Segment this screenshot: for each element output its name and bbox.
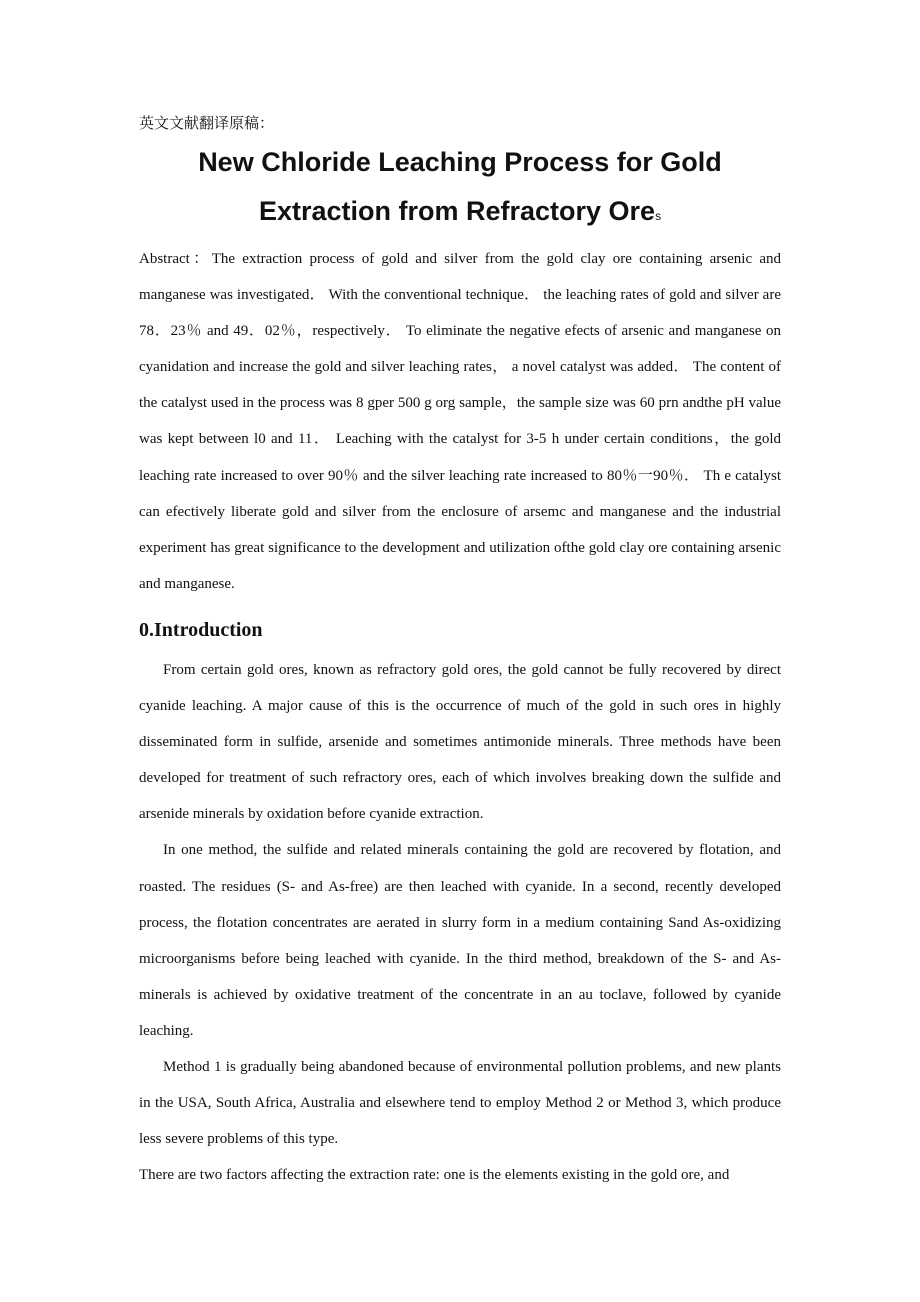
title-line-1: New Chloride Leaching Process for Gold	[198, 147, 722, 177]
section-heading-introduction: 0.Introduction	[139, 618, 263, 641]
intro-paragraph-4: There are two factors affecting the extraction rate: one is the elements existing in the gold ore, and	[139, 1167, 730, 1184]
preheader-label: 英文文献翻译原稿：	[139, 116, 275, 132]
abstract-paragraph: Abstract：The extraction process of gold and silver from the gold clay ore containing arsenic and manganese was investigated． With the conventional technique． the leaching rates of gold and silver are 78．23％ and 49．02％，respectively． To eliminate the negative efects of arsenic and manganese on cyanidation and increase the gold and silver leaching rates， a novel catalyst was added． The content of the catalyst used in the process was 8 gper 500 g org sample，the sample size was 60 prn andthe pH value was kept between l0 and 11． Leaching with the catalyst for 3-5 h under certain conditions，the gold leaching rate increased to over 90％ and the silver leaching rate increased to 80％一90％． Th e catalyst can efectively liberate gold and silver from the enclosure of arsemc and manganese and the industrial experiment has great significance to the development and utilization ofthe gold clay ore containing arsenic and manganese.	[139, 251, 781, 592]
title-line-2-suffix: s	[655, 209, 662, 223]
document-body	[139, 114, 781, 1193]
document-title	[139, 138, 781, 241]
intro-paragraph-3: Method 1 is gradually being abandoned because of environmental pollution problems, and new plants in the USA, South Africa, Australia and elsewhere tend to employ Method 2 or Method 3, which produce less severe problems of this type.	[139, 1058, 781, 1148]
intro-paragraph-1: From certain gold ores, known as refractory gold ores, the gold cannot be fully recovered by direct cyanide leaching. A major cause of this is the occurrence of much of the gold in such ores in highly disseminated form in sulfide, arsenide and sometimes antimonide minerals. Three methods have been developed for treatment of such refractory ores, each of which involves breaking down the sulfide and arsenide minerals by oxidation before cyanide extraction.	[139, 661, 781, 823]
title-line-2: Extraction from Refractory Ore	[258, 196, 656, 226]
intro-paragraph-2: In one method, the sulfide and related minerals containing the gold are recovered by flotation, and roasted. The residues (S- and As-free) are then leached with cyanide. In a second, recently developed process, the flotation concentrates are aerated in slurry form in a medium containing Sand As-oxidizing microorganisms before being leached with cyanide. In the third method, breakdown of the S- and As-minerals is achieved by oxidative treatment of the concentrate in an au toclave, followed by cyanide leaching.	[139, 842, 781, 1039]
